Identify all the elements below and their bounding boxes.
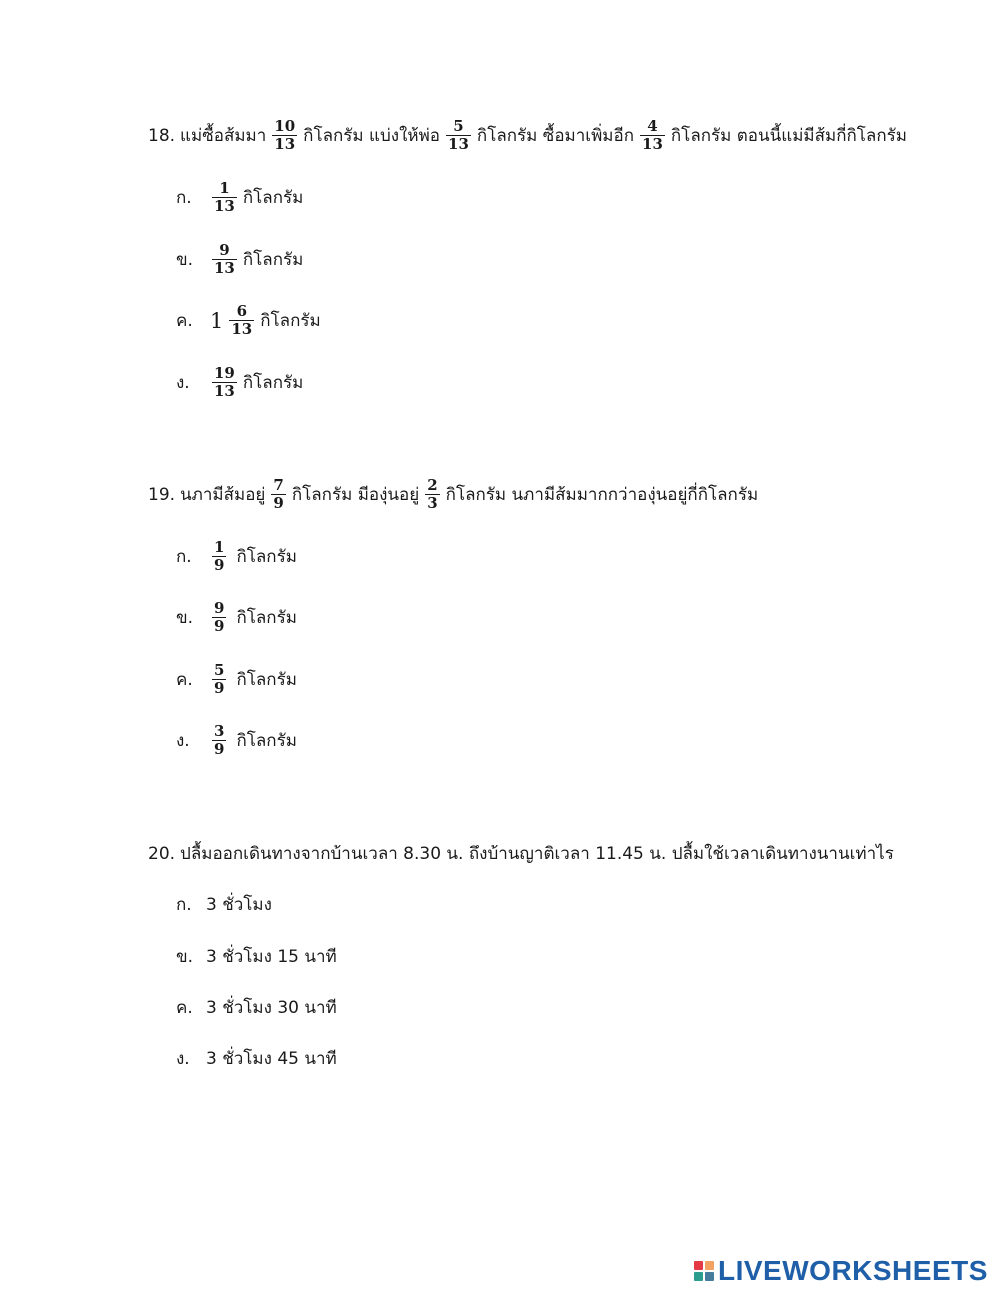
option-q19-c[interactable] xyxy=(176,662,297,698)
option-q20-a[interactable] xyxy=(176,891,272,918)
option-q20-b[interactable] xyxy=(176,943,337,970)
denominator: 13 xyxy=(214,259,235,278)
fraction xyxy=(425,477,439,513)
option-q19-a[interactable] xyxy=(176,539,297,575)
denominator: 9 xyxy=(214,617,225,636)
option-unit: กิโลกรัม xyxy=(236,731,297,752)
question-text: กิโลกรัม มีองุ่นอยู่ xyxy=(291,485,420,506)
denominator: 13 xyxy=(214,197,235,216)
logo-square xyxy=(705,1272,714,1281)
option-label: ก. xyxy=(176,895,192,915)
option-text: 3 ชั่วโมง 45 นาที xyxy=(206,1049,337,1069)
logo-square xyxy=(694,1261,703,1270)
liveworksheets-logo[interactable] xyxy=(694,1255,988,1287)
option-text: 3 ชั่วโมง 30 นาที xyxy=(206,998,337,1018)
denominator: 13 xyxy=(231,320,253,339)
question-text: ปลื้มออกเดินทางจากบ้านเวลา 8.30 น. ถึงบ้านญาติเวลา 11.45 น. ปลื้มใช้เวลาเดินทางนานเท่าไร xyxy=(180,844,894,864)
question-20 xyxy=(148,840,894,867)
option-unit: กิโลกรัม xyxy=(260,311,321,332)
denominator: 9 xyxy=(214,740,225,759)
option-label: ง. xyxy=(176,1049,190,1069)
option-text: 3 ชั่วโมง xyxy=(206,895,272,915)
denominator: 13 xyxy=(448,135,469,154)
option-label: ข. xyxy=(176,250,194,271)
numerator: 9 xyxy=(219,241,230,259)
numerator: 1 xyxy=(219,179,230,197)
option-label: ข. xyxy=(176,608,194,629)
numerator: 5 xyxy=(453,117,464,135)
question-text: กิโลกรัม แบ่งให้พ่อ xyxy=(303,126,441,147)
option-label: ค. xyxy=(176,311,193,332)
option-label: ก. xyxy=(176,188,192,209)
fraction xyxy=(229,303,254,339)
option-label: ง. xyxy=(176,731,190,752)
question-text: กิโลกรัม ตอนนี้แม่มีส้มกี่กิโลกรัม xyxy=(670,126,907,147)
fraction xyxy=(212,600,226,636)
numerator: 1 xyxy=(214,538,225,556)
numerator: 7 xyxy=(273,476,284,494)
option-unit: กิโลกรัม xyxy=(242,373,304,394)
option-label: ง. xyxy=(176,373,190,394)
question-text: แม่ซื้อส้มมา xyxy=(180,126,267,147)
numerator: 3 xyxy=(214,722,225,740)
option-unit: กิโลกรัม xyxy=(236,608,297,629)
denominator: 9 xyxy=(214,679,225,698)
question-text: นภามีส้มอยู่ xyxy=(180,485,266,506)
denominator: 13 xyxy=(642,135,663,154)
denominator: 9 xyxy=(273,494,284,513)
option-unit: กิโลกรัม xyxy=(236,547,297,568)
fraction xyxy=(212,180,237,216)
fraction xyxy=(271,477,285,513)
option-label: ค. xyxy=(176,670,193,691)
question-number: 19. xyxy=(148,484,176,505)
fraction xyxy=(212,662,226,698)
option-q20-c[interactable] xyxy=(176,994,337,1021)
whole-number: 1 xyxy=(210,308,224,333)
fraction xyxy=(212,723,226,759)
option-unit: กิโลกรัม xyxy=(236,670,297,691)
logo-square xyxy=(705,1261,714,1270)
option-q18-b[interactable] xyxy=(176,242,303,278)
logo-square xyxy=(694,1272,703,1281)
question-text: กิโลกรัม นภามีส้มมากกว่าองุ่นอยู่กี่กิโลกรัม xyxy=(445,485,759,506)
logo-text: LIVEWORKSHEETS xyxy=(718,1255,988,1286)
option-label: ก. xyxy=(176,547,192,568)
denominator: 13 xyxy=(274,135,296,154)
numerator: 4 xyxy=(647,117,658,135)
option-q18-a[interactable] xyxy=(176,180,303,216)
numerator: 2 xyxy=(427,476,438,494)
question-19 xyxy=(148,477,758,513)
fraction xyxy=(640,118,665,154)
fraction xyxy=(212,539,226,575)
option-unit: กิโลกรัม xyxy=(242,188,304,209)
fraction xyxy=(446,118,471,154)
numerator: 5 xyxy=(214,661,225,679)
numerator: 9 xyxy=(214,599,225,617)
option-q19-d[interactable] xyxy=(176,723,297,759)
numerator: 6 xyxy=(236,302,248,320)
option-unit: กิโลกรัม xyxy=(242,250,304,271)
denominator: 9 xyxy=(214,556,225,575)
option-q20-d[interactable] xyxy=(176,1045,337,1072)
option-text: 3 ชั่วโมง 15 นาที xyxy=(206,947,337,967)
option-q18-d[interactable] xyxy=(176,365,303,401)
logo-mark-icon xyxy=(694,1261,714,1281)
question-18 xyxy=(148,118,907,154)
question-text: กิโลกรัม ซื้อมาเพิ่มอีก xyxy=(476,126,635,147)
question-number: 18. xyxy=(148,125,176,146)
numerator: 19 xyxy=(214,364,235,382)
option-q18-c[interactable] xyxy=(176,303,321,339)
question-number: 20. xyxy=(148,843,176,864)
option-q19-b[interactable] xyxy=(176,600,297,636)
option-label: ค. xyxy=(176,998,193,1018)
fraction xyxy=(212,242,237,278)
denominator: 13 xyxy=(214,382,235,401)
fraction xyxy=(272,118,297,154)
fraction xyxy=(212,365,237,401)
numerator: 10 xyxy=(274,117,296,135)
denominator: 3 xyxy=(427,494,438,513)
option-label: ข. xyxy=(176,947,194,967)
